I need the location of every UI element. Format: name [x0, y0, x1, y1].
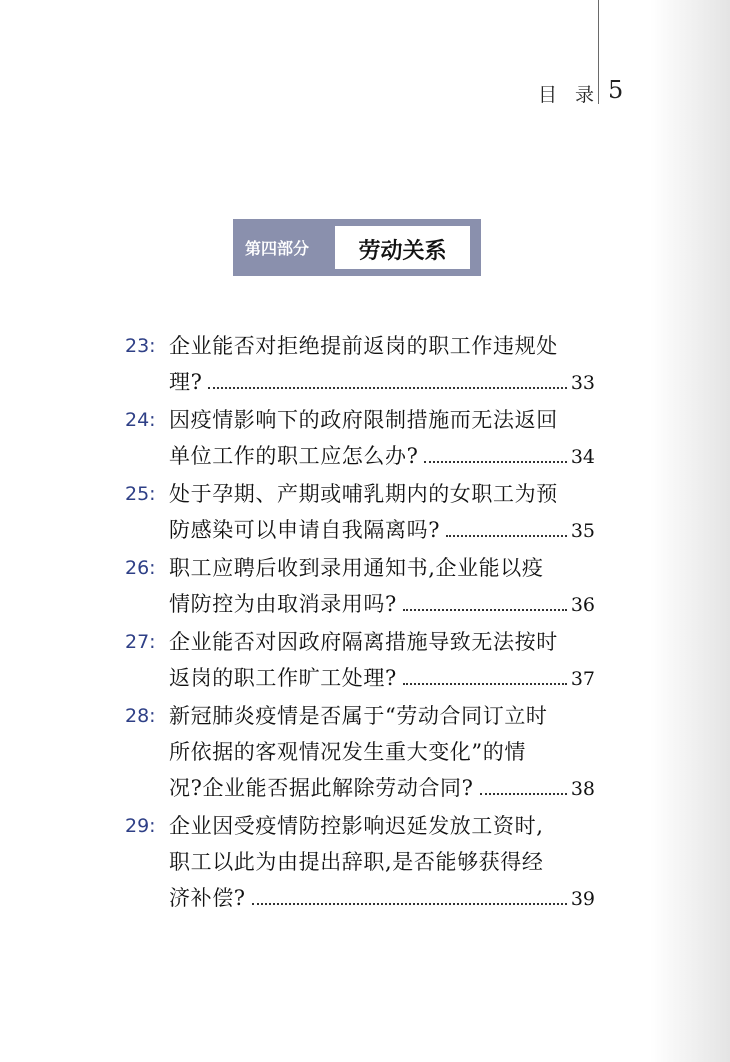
- toc-page-number: 36: [570, 594, 595, 616]
- toc-page-number: 37: [570, 668, 595, 690]
- toc-entry-line: [169, 660, 595, 696]
- toc-entry-text: 处于孕期、产期或哺乳期内的女职工为预: [169, 482, 558, 506]
- section-part-label: 第四部分: [245, 239, 310, 258]
- toc-entry-text: 单位工作的职工应怎么办?: [169, 444, 419, 468]
- toc-leader-dots: [403, 683, 567, 685]
- toc-entry-line: [169, 844, 595, 880]
- toc-entry-text: 济补偿?: [169, 886, 246, 910]
- toc-entry-text: 新冠肺炎疫情是否属于“劳动合同订立时: [169, 704, 548, 728]
- page-number: 5: [608, 76, 624, 104]
- toc-entry-line: [169, 328, 595, 364]
- toc-leader-dots: [252, 903, 567, 905]
- toc-entry-text: 职工以此为由提出辞职,是否能够获得经: [169, 850, 544, 874]
- toc-entry-text: 企业能否对拒绝提前返岗的职工作违规处: [169, 334, 558, 358]
- toc-entry-number: 29:: [125, 815, 156, 837]
- toc-entry-line: [169, 476, 595, 512]
- toc-entry-line: [169, 550, 595, 586]
- toc-page-number: 35: [570, 520, 595, 542]
- toc-entry-number: 25:: [125, 483, 156, 505]
- section-banner: [233, 219, 481, 276]
- toc-page-number: 39: [570, 888, 595, 910]
- toc-entry-number: 23:: [125, 335, 156, 357]
- toc-entry[interactable]: [125, 328, 595, 400]
- toc-entry-text: 况?企业能否据此解除劳动合同?: [169, 776, 474, 800]
- toc-entry-number: 27:: [125, 631, 156, 653]
- toc-entry-line: [169, 402, 595, 438]
- toc-entry-line: [169, 734, 595, 770]
- toc-entry-text: 企业因受疫情防控影响迟延发放工资时,: [169, 814, 544, 838]
- toc-entry-number: 28:: [125, 705, 156, 727]
- toc-entry[interactable]: [125, 808, 595, 916]
- toc-entry-text: 情防控为由取消录用吗?: [169, 592, 397, 616]
- toc-entry[interactable]: [125, 402, 595, 474]
- toc-entry-text: 防感染可以申请自我隔离吗?: [169, 518, 441, 542]
- toc-entry-text: 企业能否对因政府隔离措施导致无法按时: [169, 630, 558, 654]
- toc-entry-line: [169, 880, 595, 916]
- toc-leader-dots: [403, 609, 567, 611]
- toc-entry-text: 因疫情影响下的政府限制措施而无法返回: [169, 408, 558, 432]
- toc-leader-dots: [424, 461, 566, 463]
- section-title-box: [335, 226, 470, 269]
- toc-entry-line: [169, 438, 595, 474]
- toc-entry[interactable]: [125, 624, 595, 696]
- toc-page-number: 34: [570, 446, 595, 468]
- toc-entry-line: [169, 624, 595, 660]
- toc-entry-line: [169, 586, 595, 622]
- toc-entry-text: 职工应聘后收到录用通知书,企业能以疫: [169, 556, 544, 580]
- toc-entry[interactable]: [125, 550, 595, 622]
- toc-entry-text: 所依据的客观情况发生重大变化”的情: [169, 740, 526, 764]
- running-header-title: 目 录: [538, 84, 601, 106]
- table-of-contents: [125, 328, 595, 918]
- toc-leader-dots: [480, 793, 567, 795]
- toc-leader-dots: [208, 387, 566, 389]
- toc-entry[interactable]: [125, 698, 595, 806]
- section-title: 劳动关系: [358, 239, 447, 264]
- toc-entry-line: [169, 364, 595, 400]
- toc-entry-number: 26:: [125, 557, 156, 579]
- toc-entry-line: [169, 698, 595, 734]
- toc-entry-text: 理?: [169, 370, 203, 394]
- toc-entry[interactable]: [125, 476, 595, 548]
- toc-entry-number: 24:: [125, 409, 156, 431]
- toc-entry-line: [169, 770, 595, 806]
- toc-entry-line: [169, 808, 595, 844]
- toc-leader-dots: [446, 535, 567, 537]
- toc-page-number: 38: [570, 778, 595, 800]
- toc-entry-text: 返岗的职工作旷工处理?: [169, 666, 397, 690]
- toc-page-number: 33: [570, 372, 595, 394]
- toc-entry-line: [169, 512, 595, 548]
- page-edge-shadow: [650, 0, 730, 1062]
